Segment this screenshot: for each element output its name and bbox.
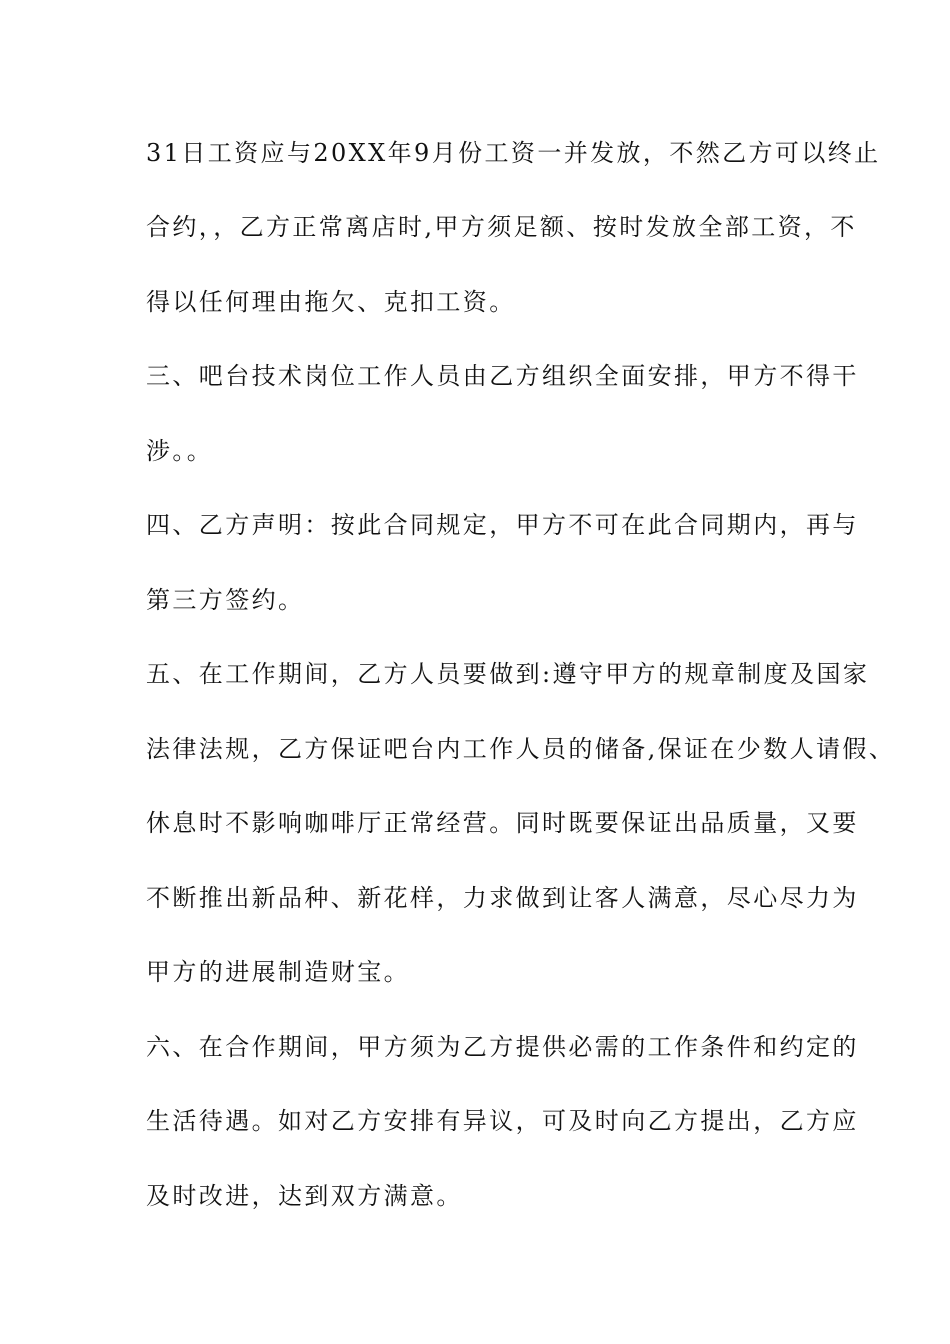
paragraph-line: 法律法规，乙方保证吧台内工作人员的储备,保证在少数人请假、 xyxy=(146,735,896,763)
paragraph-line: 涉。。 xyxy=(146,437,214,465)
paragraph-line: 甲方的进展制造财宝。 xyxy=(146,958,410,986)
paragraph-line: 休息时不影响咖啡厅正常经营。同时既要保证出品质量，又要 xyxy=(146,809,859,837)
paragraph-line: 不断推出新品种、新花样，力求做到让客人满意，尽心尽力为 xyxy=(146,884,859,912)
paragraph-line: 生活待遇。如对乙方安排有异议，可及时向乙方提出，乙方应 xyxy=(146,1107,859,1135)
paragraph-line: 及时改进，达到双方满意。 xyxy=(146,1182,463,1210)
paragraph-line: 四、乙方声明：按此合同规定，甲方不可在此合同期内，再与 xyxy=(146,511,859,539)
paragraph-line: 31日工资应与20XX年9月份工资一并发放，不然乙方可以终止 xyxy=(146,139,881,167)
paragraph-line: 第三方签约。 xyxy=(146,586,305,614)
paragraph-line: 五、在工作期间，乙方人员要做到:遵守甲方的规章制度及国家 xyxy=(146,660,870,688)
paragraph-line: 三、吧台技术岗位工作人员由乙方组织全面安排，甲方不得干 xyxy=(146,362,859,390)
paragraph-line: 六、在合作期间，甲方须为乙方提供必需的工作条件和约定的 xyxy=(146,1033,859,1061)
paragraph-line: 合约，，乙方正常离店时,甲方须足额、按时发放全部工资，不 xyxy=(146,213,857,241)
paragraph-line: 得以任何理由拖欠、克扣工资。 xyxy=(146,288,516,316)
